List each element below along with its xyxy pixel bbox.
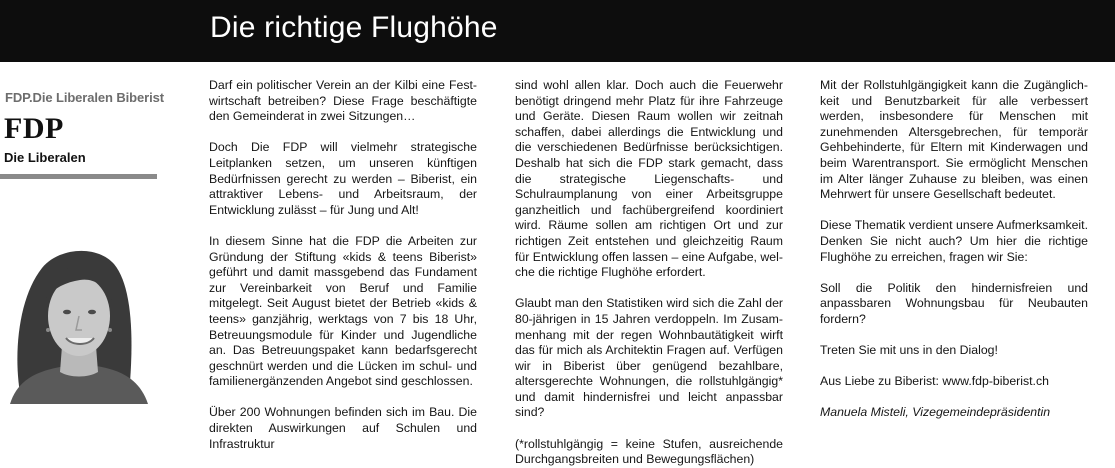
paragraph: Darf ein politischer Verein an der Kilbi eine Festwirtschaft betreiben? Diese Frage beschäftigte den Gemeinderat in zwei Sitzungen… [209, 78, 477, 124]
sidebar [0, 62, 164, 404]
article-column-2 [515, 78, 783, 468]
title-banner [0, 0, 1115, 62]
paragraph: Doch Die FDP will vielmehr strategische Leitplanken setzen, um unseren künftigen Bedürfnissen gerecht zu werden – Biberist, ein attraktiver Lebens- und Arbeitsraum, der Entwicklung zulässt – für Jung und Alt! [209, 140, 477, 217]
paragraph: In diesem Sinne hat die FDP die Arbeiten zur Gründung der Stiftung «kids & teens Biberist» geführt und damit massgebend das Fundament zur Vereinbarkeit von Beruf und Familie mitgelegt. Seit August bietet der Betrieb «kids & teens» ganzjährig, werktags von 7 bis 18 Uhr, Betreuungsmodule für Kinder und Jugendliche an. Das Betreuungspaket kann bedarfsgerecht geschnürt werden und die Lücken im schul- und familienergänzenden Angebot sind geschlossen. [209, 233, 477, 389]
divider [0, 174, 157, 179]
author-signature: Manuela Misteli, Vizegemeindepräsidentin [820, 405, 1051, 420]
website-line: Aus Liebe zu Biberist: www.fdp-biberist.ch [820, 374, 1049, 389]
paragraph: Soll die Politik den hindernisfreien und anpassbaren Wohnungsbau für Neubauten fordern? [820, 280, 1088, 326]
paragraph: Mit der Rollstuhlgängigkeit kann die Zugänglichkeit und Benutzbarkeit für alle verbessert werden, insbesondere für Menschen mit zunehmenden Altersgebrechen, für temporär Gehbehinderte, für Eltern mit Kinderwagen und beim Warentransport. Sie ermöglicht Menschen im Alter länger Zuhause zu bleiben, was einen Mehrwert für unsere Gesellschaft bedeutet. [820, 78, 1088, 202]
article-column-3 [820, 78, 1088, 421]
paragraph: Glaubt man den Statistiken wird sich die Zahl der 80-jährigen in 15 Jahren verdoppeln. Im Zusammenhang mit der regen Wohnbautätigkeit wirft das für mich als Architektin Fragen auf. Verfügen wir in Biberist über genügend bezahlbare, altersgerechte Wohnungen, die rollstuhlgängig* und damit hindernisfrei und leicht anpassbar sind? [515, 296, 783, 420]
author-portrait [0, 238, 160, 404]
paragraph: sind wohl allen klar. Doch auch die Feuerwehr benötigt dringend mehr Platz für ihre Fahrzeuge und Geräte. Diesen Raum wollen wir zeitnah schaffen, dabei allerdings die Entwicklung und die verschiedenen Bedürfnisse berücksichtigen. Deshalb hat sich die FDP stark gemacht, dass die strategische Liegenschafts- und Schulraumplanung von einer Arbeitsgruppe ganzheitlich und fachübergreifend koordiniert wird. Räume sollen am richtigen Ort und zur richtigen Zeit entstehen und gleichzeitig Raum für Entwicklung offen lassen – eine Aufgabe, welche die richtige Flughöhe erfordert. [515, 78, 783, 280]
article-title: Die richtige Flughöhe [210, 11, 498, 44]
fdp-logo-subtitle: Die Liberalen [4, 150, 86, 165]
footnote: (*rollstuhlgängig = keine Stufen, ausreichende Durchgangsbreiten und Bewegungsflächen) [515, 436, 783, 467]
paragraph: Über 200 Wohnungen befinden sich im Bau. Die direkten Auswirkungen auf Schulen und Infrastruktur [209, 405, 477, 451]
paragraph: Treten Sie mit uns in den Dialog! [820, 343, 998, 358]
party-section-name: FDP.Die Liberalen Biberist [5, 90, 164, 105]
fdp-logo: FDP [4, 112, 64, 145]
paragraph: Diese Thematik verdient unsere Aufmerksamkeit. Denken Sie nicht auch? Um hier die richtige Flughöhe zu erreichen, fragen wir Sie: [820, 218, 1088, 264]
article-column-1 [209, 78, 477, 452]
